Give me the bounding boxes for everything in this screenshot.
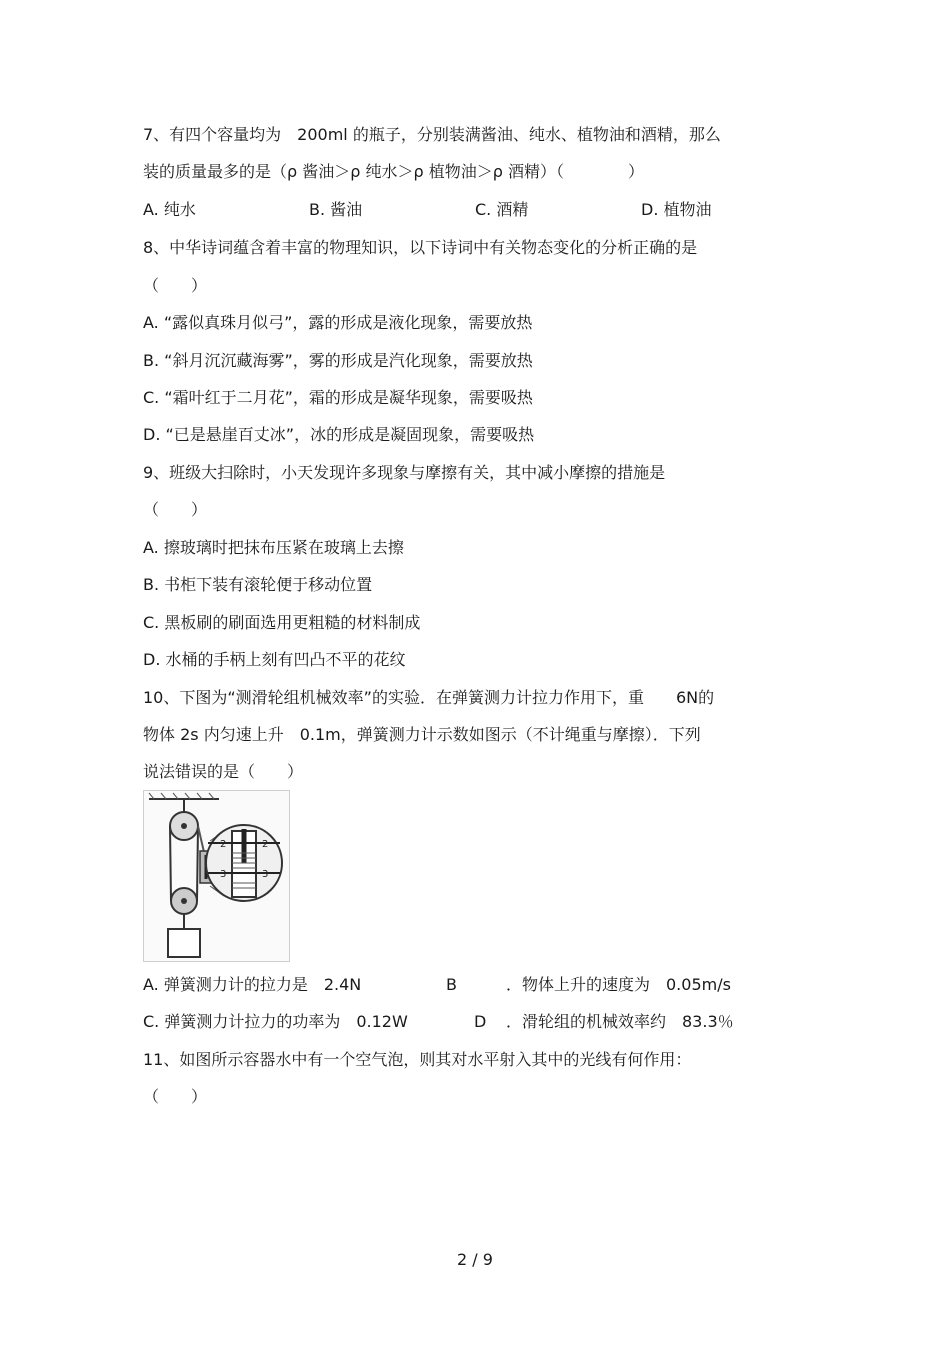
- q11-answer-paren: （ ）: [143, 1087, 208, 1106]
- q9-answer-paren: （ ）: [143, 500, 208, 519]
- q11-stem-line1: 11、如图所示容器水中有一个空气泡，则其对水平射入其中的光线有何作用：: [143, 1050, 692, 1069]
- q10-option-d-letter: D: [474, 1012, 487, 1031]
- tick-label-3: 3: [220, 869, 227, 880]
- q9-option-c: C. 黑板刷的刷面选用更粗糙的材料制成: [143, 613, 421, 632]
- q9-option-b: B. 书柜下装有滚轮便于移动位置: [143, 575, 373, 594]
- tick-label-2: 2: [220, 839, 227, 850]
- q7-option-b: B. 酱油: [309, 200, 363, 219]
- q10-stem-line2: 物体 2s 内匀速上升 0.1m，弹簧测力计示数如图示（不计绳重与摩擦）．下列: [143, 725, 701, 744]
- q10-stem-line3: 说法错误的是（ ）: [143, 762, 304, 781]
- q10-option-d: ．滑轮组的机械效率约 83.3％: [506, 1012, 734, 1031]
- q8-option-b: B. “斜月沉沉藏海雾”，雾的形成是汽化现象，需要放热: [143, 351, 533, 370]
- q7-option-a: A. 纯水: [143, 200, 196, 219]
- q7-option-d: D. 植物油: [641, 200, 712, 219]
- pulley-spring-scale-figure: [143, 790, 290, 962]
- tick-label-3-right: 3: [262, 869, 269, 880]
- q8-option-c: C. “霜叶红于二月花”，霜的形成是凝华现象，需要吸热: [143, 388, 533, 407]
- tick-label-2-right: 2: [262, 839, 269, 850]
- q9-stem-line1: 9、班级大扫除时，小天发现许多现象与摩擦有关，其中减小摩擦的措施是: [143, 463, 666, 482]
- q10-stem-line1: 10、下图为“测滑轮组机械效率”的实验．在弹簧测力计拉力作用下，重 6N的: [143, 688, 715, 707]
- q10-option-b-letter: B: [446, 975, 457, 994]
- q9-option-d: D. 水桶的手柄上刻有凹凸不平的花纹: [143, 650, 406, 669]
- q8-stem-line1: 8、中华诗词蕴含着丰富的物理知识，以下诗词中有关物态变化的分析正确的是: [143, 238, 698, 257]
- pulley-diagram: [144, 791, 289, 961]
- q10-option-a: A. 弹簧测力计的拉力是 2.4N: [143, 975, 362, 994]
- q8-option-d: D. “已是悬崖百丈冰”，冰的形成是凝固现象，需要吸热: [143, 425, 535, 444]
- q10-option-c: C. 弹簧测力计拉力的功率为 0.12W: [143, 1012, 408, 1031]
- q8-option-a: A. “露似真珠月似弓”，露的形成是液化现象，需要放热: [143, 313, 533, 332]
- page-number: 2 / 9: [457, 1250, 493, 1269]
- q7-stem-line2: 装的质量最多的是（ρ 酱油＞ρ 纯水＞ρ 植物油＞ρ 酒精）（ ）: [143, 162, 644, 181]
- q7-stem-line1: 7、有四个容量均为 200ml 的瓶子，分别装满酱油、纯水、植物油和酒精，那么: [143, 125, 721, 144]
- q8-answer-paren: （ ）: [143, 276, 208, 295]
- q7-option-c: C. 酒精: [475, 200, 529, 219]
- q10-option-b: ．物体上升的速度为 0.05m/s: [506, 975, 731, 994]
- q9-option-a: A. 擦玻璃时把抹布压紧在玻璃上去擦: [143, 538, 404, 557]
